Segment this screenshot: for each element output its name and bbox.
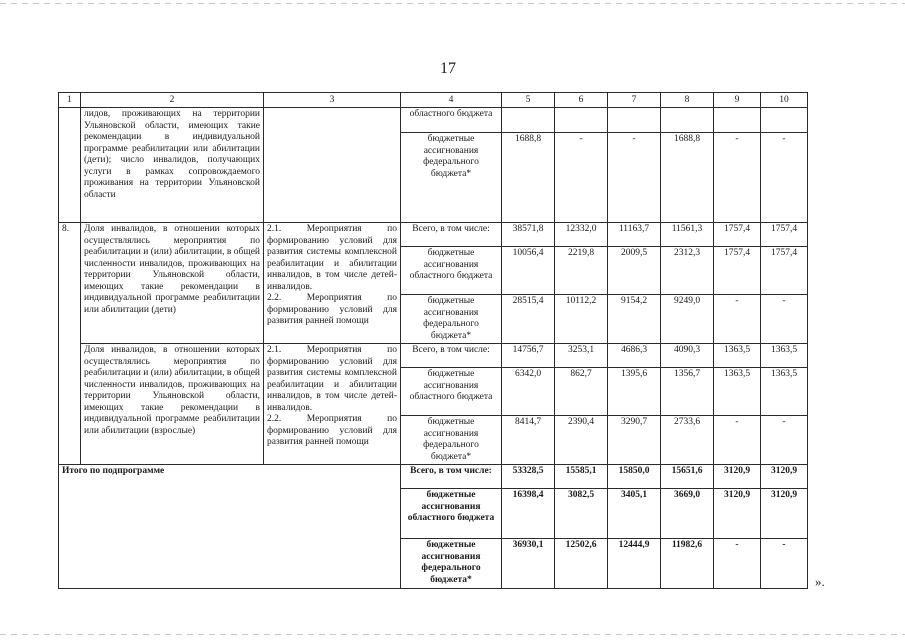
column-number-row xyxy=(59,93,808,108)
amount-cell: - xyxy=(714,133,761,223)
measures-cell: 2.1. Мероприятия по формированию условий для развития системы комплексной реабилитации и абилитации инвалидов, в том числе детей-инвалидов. 2.2. Мероприятия по формированию условий для развития ранней помощи xyxy=(264,223,401,344)
amount-cell: - xyxy=(761,133,808,223)
amount-cell: 2009,5 xyxy=(608,247,661,295)
measures-cell xyxy=(264,108,401,223)
amount-cell: - xyxy=(761,416,808,465)
column-number: 8 xyxy=(661,93,714,108)
amount-cell: 3120,9 xyxy=(761,489,808,539)
table-row xyxy=(59,108,808,133)
amount-cell: 10112,2 xyxy=(555,295,608,344)
amount-cell: 1363,5 xyxy=(714,344,761,368)
column-number: 7 xyxy=(608,93,661,108)
amount-cell: 1757,4 xyxy=(761,223,808,247)
amount-cell: 3290,7 xyxy=(608,416,661,465)
budget-table xyxy=(58,92,808,589)
indicator-cell: Доля инвалидов, в отношении которых осуществлялись мероприятия по реабилитации и (или) абилитации, в общей численности инвалидов, проживающих на территории Ульяновской области, имеющих такие рекомендации в индивидуальной программе реабилитации или абилитации (взрослые) xyxy=(81,344,264,465)
amount-cell: 15585,1 xyxy=(555,465,608,489)
amount-cell: 3253,1 xyxy=(555,344,608,368)
amount-cell: - xyxy=(714,539,761,589)
subtotal-title-cell: Итого по подпрограмме xyxy=(59,465,401,589)
funding-source-cell: областного бюджета xyxy=(401,108,502,133)
amount-cell: 1356,7 xyxy=(661,368,714,416)
amount-cell: 1363,5 xyxy=(761,368,808,416)
amount-cell: 12332,0 xyxy=(555,223,608,247)
table-row xyxy=(59,344,808,368)
amount-cell: 6342,0 xyxy=(502,368,555,416)
amount-cell xyxy=(555,108,608,133)
amount-cell: 3082,5 xyxy=(555,489,608,539)
amount-cell xyxy=(761,108,808,133)
amount-cell: 1757,4 xyxy=(714,247,761,295)
column-number: 9 xyxy=(714,93,761,108)
amount-cell: 38571,8 xyxy=(502,223,555,247)
column-number: 1 xyxy=(59,93,81,108)
funding-source-cell: бюджетные ассигнования областного бюджета xyxy=(401,368,502,416)
amount-cell: - xyxy=(555,133,608,223)
amount-cell: 15850,0 xyxy=(608,465,661,489)
amount-cell: 2390,4 xyxy=(555,416,608,465)
amount-cell: 1363,5 xyxy=(714,368,761,416)
column-number: 5 xyxy=(502,93,555,108)
column-number: 2 xyxy=(81,93,264,108)
measures-cell: 2.1. Мероприятия по формированию условий для развития системы комплексной реабилитации и абилитации инвалидов, в том числе детей-инвалидов. 2.2. Мероприятия по формированию условий для развития ранней помощи xyxy=(264,344,401,465)
funding-source-cell: Всего, в том числе: xyxy=(401,465,502,489)
closing-quote-mark: ». xyxy=(815,574,825,589)
amount-cell: 28515,4 xyxy=(502,295,555,344)
amount-cell: 3120,9 xyxy=(714,465,761,489)
funding-source-cell: бюджетные ассигнования федерального бюджета* xyxy=(401,133,502,223)
amount-cell xyxy=(502,108,555,133)
amount-cell: - xyxy=(714,416,761,465)
scan-artifact-top xyxy=(0,3,905,4)
amount-cell: 36930,1 xyxy=(502,539,555,589)
funding-source-cell: Всего, в том числе: xyxy=(401,344,502,368)
amount-cell: 1688,8 xyxy=(502,133,555,223)
amount-cell: - xyxy=(761,539,808,589)
amount-cell: 3669,0 xyxy=(661,489,714,539)
amount-cell: 12502,6 xyxy=(555,539,608,589)
scan-artifact-bottom xyxy=(0,634,905,635)
amount-cell: 862,7 xyxy=(555,368,608,416)
amount-cell: 1688,8 xyxy=(661,133,714,223)
amount-cell: 1757,4 xyxy=(714,223,761,247)
amount-cell: 53328,5 xyxy=(502,465,555,489)
amount-cell: 15651,6 xyxy=(661,465,714,489)
amount-cell xyxy=(661,108,714,133)
funding-source-cell: бюджетные ассигнования федерального бюджета* xyxy=(401,539,502,589)
amount-cell: - xyxy=(761,295,808,344)
amount-cell: 11982,6 xyxy=(661,539,714,589)
indicator-cell: Доля инвалидов, в отношении которых осуществлялись мероприятия по реабилитации и (или) абилитации, в общей численности инвалидов, проживающих на территории Ульяновской области, имеющих такие рекомендации в индивидуальной программе реабилитации или абилитации (дети) xyxy=(81,223,264,344)
funding-source-cell: бюджетные ассигнования областного бюджета xyxy=(401,489,502,539)
column-number: 4 xyxy=(401,93,502,108)
amount-cell: 8414,7 xyxy=(502,416,555,465)
amount-cell: - xyxy=(608,133,661,223)
amount-cell: 11561,3 xyxy=(661,223,714,247)
column-number: 3 xyxy=(264,93,401,108)
amount-cell: 3120,9 xyxy=(761,465,808,489)
indicator-cell: лидов, проживающих на территории Ульяновской области, имеющих такие рекомендации в индивидуальной программе реабилитации или абилитации (дети); число инвалидов, получающих услуги в рамках сопровождаемого проживания на территории Ульяновской области xyxy=(81,108,264,223)
funding-source-cell: Всего, в том числе: xyxy=(401,223,502,247)
row-number-cell: 8. xyxy=(59,223,81,465)
table-row xyxy=(59,223,808,247)
amount-cell: 10056,4 xyxy=(502,247,555,295)
amount-cell xyxy=(608,108,661,133)
column-number: 6 xyxy=(555,93,608,108)
amount-cell: - xyxy=(714,295,761,344)
row-number-cell xyxy=(59,108,81,223)
amount-cell: 4090,3 xyxy=(661,344,714,368)
amount-cell: 11163,7 xyxy=(608,223,661,247)
amount-cell: 2219,8 xyxy=(555,247,608,295)
amount-cell: 3405,1 xyxy=(608,489,661,539)
amount-cell: 12444,9 xyxy=(608,539,661,589)
amount-cell: 3120,9 xyxy=(714,489,761,539)
funding-source-cell: бюджетные ассигнования областного бюджета xyxy=(401,247,502,295)
amount-cell: 9154,2 xyxy=(608,295,661,344)
amount-cell: 1395,6 xyxy=(608,368,661,416)
amount-cell: 2733,6 xyxy=(661,416,714,465)
page-number: 17 xyxy=(440,60,456,77)
table-row xyxy=(59,465,808,489)
amount-cell: 14756,7 xyxy=(502,344,555,368)
amount-cell: 16398,4 xyxy=(502,489,555,539)
amount-cell: 1363,5 xyxy=(761,344,808,368)
funding-source-cell: бюджетные ассигнования федерального бюджета* xyxy=(401,416,502,465)
amount-cell: 9249,0 xyxy=(661,295,714,344)
amount-cell: 4686,3 xyxy=(608,344,661,368)
funding-source-cell: бюджетные ассигнования федерального бюджета* xyxy=(401,295,502,344)
amount-cell xyxy=(714,108,761,133)
column-number: 10 xyxy=(761,93,808,108)
amount-cell: 1757,4 xyxy=(761,247,808,295)
amount-cell: 2312,3 xyxy=(661,247,714,295)
